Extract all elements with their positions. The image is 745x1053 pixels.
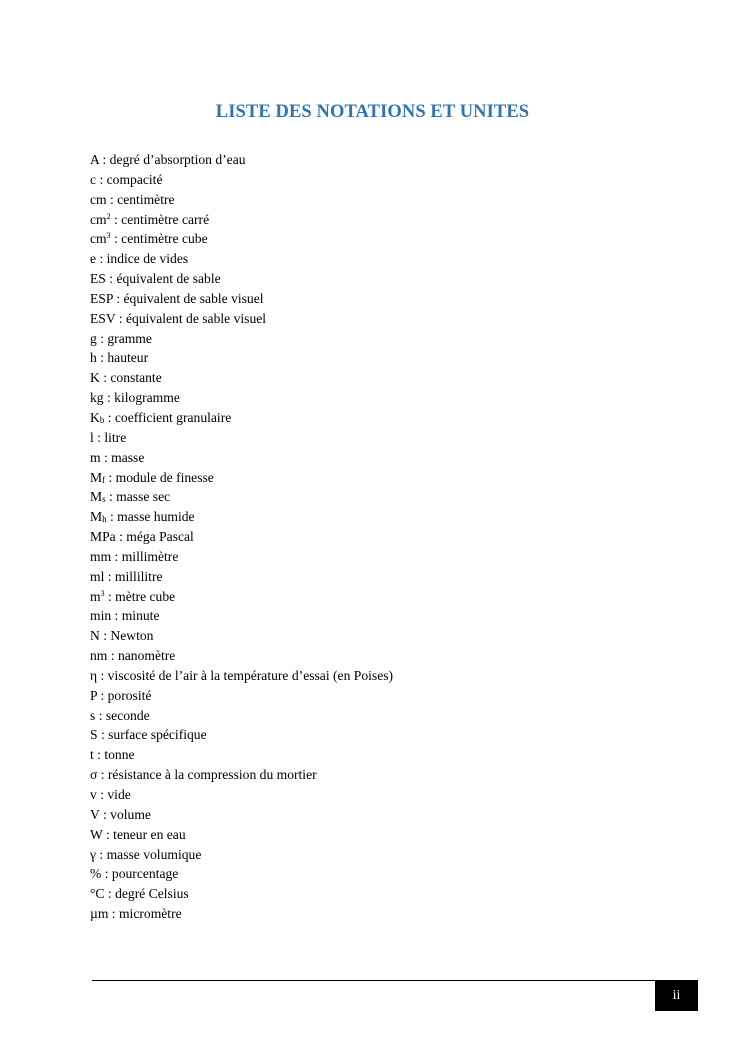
notation-symbol: σ: [90, 767, 98, 783]
notation-subscript: b: [99, 414, 105, 425]
page-number-badge: [655, 981, 698, 1011]
notation-symbol: ml: [90, 568, 105, 584]
notation-symbol: η: [90, 667, 98, 683]
notation-entry: [90, 904, 690, 924]
notation-definition: : coefficient granulaire: [104, 409, 232, 425]
notation-subscript: f: [102, 474, 106, 485]
notation-symbol: N: [90, 628, 100, 644]
notation-entry: [90, 150, 690, 170]
notation-superscript: 3: [100, 588, 105, 598]
notation-entry: [90, 785, 690, 805]
notation-entry: [90, 686, 690, 706]
notation-entry: [90, 388, 690, 408]
notation-symbol: MPa: [90, 529, 116, 545]
notation-definition: : degré Celsius: [104, 886, 189, 902]
notation-entry: [90, 309, 690, 329]
notation-symbol: v: [90, 787, 97, 802]
notation-definition: : litre: [93, 429, 127, 445]
notation-symbol: cm: [90, 191, 107, 207]
notation-entry: [90, 249, 690, 269]
notation-symbol: min: [90, 608, 112, 624]
notation-definition: : masse humide: [106, 509, 195, 525]
notation-symbol: l: [90, 429, 94, 445]
notation-entry: [90, 706, 690, 726]
notation-definition: : kilogramme: [103, 390, 180, 406]
notation-symbol: cm: [90, 231, 107, 247]
notation-entry: [90, 368, 690, 388]
notation-definition: : degré d’absorption d’eau: [99, 152, 246, 167]
notation-symbol: K: [90, 409, 100, 425]
notation-entry: [90, 666, 690, 686]
notation-entry: [90, 884, 690, 904]
notation-definition: : masse: [100, 449, 145, 465]
notation-symbol: ES: [90, 271, 106, 287]
notation-definition: : surface spécifique: [97, 727, 207, 743]
notation-definition: : module de finesse: [105, 469, 214, 485]
notation-symbol: A: [90, 152, 100, 167]
notation-entry: [90, 210, 690, 230]
notation-entry: [90, 507, 690, 527]
notation-symbol: mm: [90, 548, 112, 564]
notation-symbol: γ: [90, 846, 97, 862]
notation-definition: : masse volumique: [96, 846, 202, 862]
notation-symbol: K: [90, 370, 100, 386]
notation-entry: [90, 567, 690, 587]
notation-entry: [90, 487, 690, 507]
notation-list: [90, 150, 690, 924]
notation-entry: [90, 725, 690, 745]
notation-entry: [90, 448, 690, 468]
notation-definition: : viscosité de l’air à la température d’essai (en Poises): [97, 667, 394, 683]
notation-definition: : teneur en eau: [102, 826, 186, 842]
page-title: LISTE DES NOTATIONS ET UNITES: [215, 102, 530, 123]
notation-definition: : méga Pascal: [115, 529, 194, 545]
notation-entry: [90, 864, 690, 884]
notation-definition: : minute: [111, 608, 160, 624]
notation-definition: : équivalent de sable visuel: [112, 290, 264, 306]
notation-entry: [90, 348, 690, 368]
notation-definition: : micromètre: [108, 906, 182, 922]
notation-definition: : équivalent de sable: [105, 271, 221, 287]
notation-symbol: s: [90, 707, 96, 723]
notation-definition: : gramme: [96, 330, 152, 346]
notation-definition: : tonne: [93, 747, 135, 763]
notation-symbol: S: [90, 727, 98, 743]
notation-definition: : vide: [96, 787, 131, 802]
notation-symbol: m: [90, 588, 101, 604]
notation-entry: [90, 527, 690, 547]
notation-entry: [90, 269, 690, 289]
notation-entry: [90, 646, 690, 666]
notation-symbol: M: [90, 469, 103, 485]
notation-definition: : seconde: [95, 707, 150, 723]
notation-superscript: 3: [106, 231, 111, 241]
notation-entry: [90, 606, 690, 626]
notation-entry: [90, 229, 690, 249]
notation-subscript: s: [102, 494, 106, 505]
notation-entry: [90, 289, 690, 309]
notation-definition: : masse sec: [105, 489, 171, 505]
page-number: ii: [672, 988, 681, 1003]
notation-definition: : résistance à la compression du mortier: [97, 767, 317, 783]
notation-entry: [90, 825, 690, 845]
notation-entry: [90, 765, 690, 785]
notation-definition: : centimètre carré: [110, 211, 210, 227]
notation-entry: [90, 805, 690, 825]
notation-entry: [90, 468, 690, 488]
notation-definition: : centimètre: [106, 191, 175, 207]
notation-definition: : Newton: [99, 628, 154, 644]
notation-symbol: M: [90, 489, 103, 505]
notation-symbol: P: [90, 687, 98, 703]
notation-definition: : indice de vides: [96, 251, 189, 267]
notation-symbol: kg: [90, 390, 104, 406]
notation-symbol: c: [90, 171, 97, 187]
notation-entry: [90, 190, 690, 210]
notation-symbol: %: [90, 866, 102, 882]
notation-symbol: g: [90, 330, 97, 346]
notation-entry: [90, 329, 690, 349]
notation-definition: : hauteur: [96, 350, 149, 366]
notation-entry: [90, 428, 690, 448]
notation-definition: : compacité: [96, 171, 163, 187]
notation-definition: : millilitre: [104, 568, 163, 584]
notation-definition: : porosité: [97, 687, 152, 703]
notation-entry: [90, 745, 690, 765]
notation-entry: [90, 170, 690, 190]
notation-symbol: M: [90, 509, 103, 525]
notation-definition: : millimètre: [111, 548, 179, 564]
notation-symbol: e: [90, 251, 97, 267]
notation-symbol: ESV: [90, 310, 116, 326]
notation-symbol: h: [90, 350, 97, 366]
notation-symbol: m: [90, 449, 101, 465]
notation-definition: : constante: [99, 370, 162, 386]
notation-symbol: V: [90, 806, 100, 822]
notation-entry: [90, 587, 690, 607]
notation-definition: : nanomètre: [107, 648, 176, 664]
notation-definition: : équivalent de sable visuel: [115, 310, 267, 326]
notation-definition: : pourcentage: [101, 866, 179, 882]
notation-subscript: h: [102, 514, 107, 525]
notation-symbol: W: [90, 826, 103, 842]
notation-entry: [90, 547, 690, 567]
notation-entry: [90, 626, 690, 646]
notation-symbol: °C: [90, 886, 105, 902]
notation-symbol: ESP: [90, 290, 113, 306]
notation-entry: [90, 408, 690, 428]
footer-divider: [92, 980, 698, 981]
notation-definition: : mètre cube: [104, 588, 176, 604]
notation-definition: : volume: [99, 806, 151, 822]
notation-symbol: µm: [90, 906, 109, 922]
notation-symbol: t: [90, 747, 94, 763]
notation-symbol: cm: [90, 211, 107, 227]
notation-superscript: 2: [106, 211, 111, 221]
notation-entry: [90, 845, 690, 865]
notation-definition: : centimètre cube: [110, 231, 208, 247]
notation-symbol: nm: [90, 648, 108, 664]
